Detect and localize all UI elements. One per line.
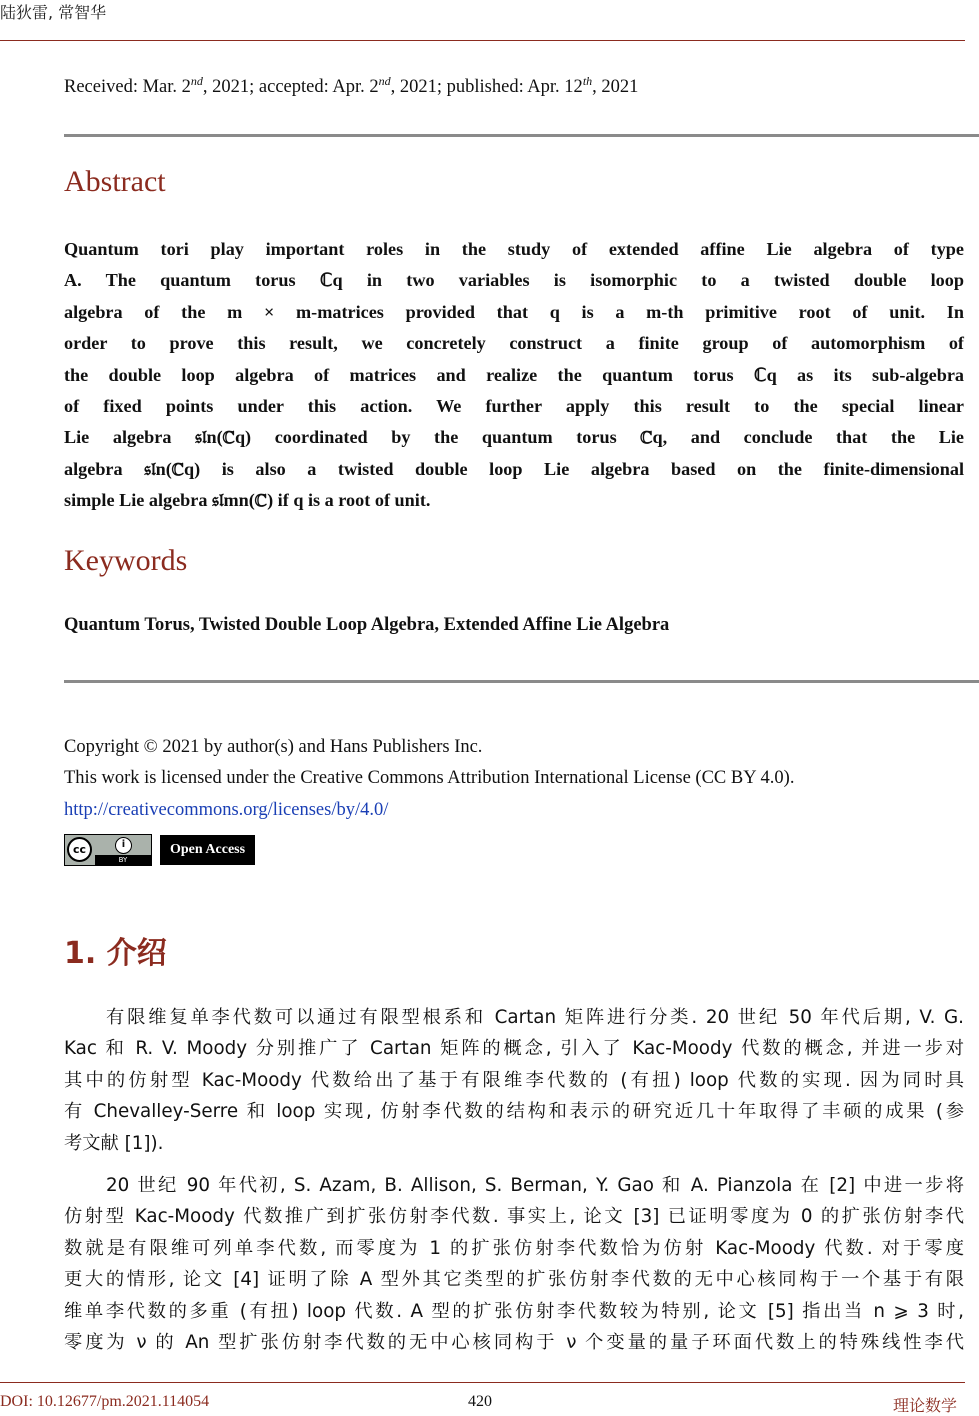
ordinal-suffix: nd bbox=[378, 74, 391, 88]
abstract-line: simple Lie algebra 𝔰𝔩mn(ℂ) if q is a root of unit. bbox=[64, 490, 431, 511]
footer-doi: DOI: 10.12677/pm.2021.114054 bbox=[0, 1393, 210, 1410]
page-number: 420 bbox=[468, 1393, 492, 1410]
section-divider-top bbox=[64, 134, 979, 137]
paragraph-line: 维单李代数的多重 (有扭) loop 代数. A 型的扩张仿射李代数较为特别, 论文 [5] 指出当 n ⩾ 3 时, bbox=[64, 1300, 964, 1322]
received-dates bbox=[64, 74, 638, 98]
cc-icon: cc bbox=[67, 837, 92, 862]
footer-journal: 理论数学 bbox=[893, 1398, 958, 1415]
ordinal-suffix: nd bbox=[190, 74, 203, 88]
section-divider-bottom bbox=[64, 680, 979, 683]
header-divider bbox=[0, 40, 965, 41]
paragraph-line: 考文献 [1]). bbox=[64, 1132, 164, 1154]
paragraph-line: 有 Chevalley-Serre 和 loop 实现, 仿射李代数的结构和表示的研究近几十年取得了丰硕的成果 (参 bbox=[64, 1101, 964, 1123]
keywords-list: Quantum Torus, Twisted Double Loop Algebra, Extended Affine Lie Algebra bbox=[64, 615, 670, 635]
published-text: , 2021; published: Apr. 12 bbox=[390, 77, 583, 98]
paragraph-line: 有限维复单李代数可以通过有限型根系和 Cartan 矩阵进行分类. 20 世纪 50 年代后期, V. G. bbox=[106, 1007, 964, 1028]
paragraph-line: 其中的仿射型 Kac-Moody 代数给出了基于有限维李代数的 (有扭) loop 代数的实现. 因为同时具 bbox=[64, 1069, 964, 1091]
abstract-line: A. The quantum torus ℂq in two variables is isomorphic to a twisted double loop bbox=[64, 270, 964, 291]
keywords-heading: Keywords bbox=[64, 544, 188, 577]
intro-paragraph-2 bbox=[64, 1170, 964, 1358]
abstract-line: Quantum tori play important roles in the study of extended affine Lie algebra of type bbox=[64, 239, 964, 259]
attribution-person-icon: i bbox=[115, 837, 132, 854]
license-line: This work is licensed under the Creative Commons Attribution International License (CC BY 4.0). bbox=[64, 768, 795, 788]
abstract-heading: Abstract bbox=[64, 165, 166, 198]
abstract-line: algebra 𝔰𝔩n(ℂq) is also a twisted double loop Lie algebra based on the finite-dimensional bbox=[64, 458, 964, 479]
year-text: , 2021 bbox=[592, 77, 639, 98]
abstract-body bbox=[64, 234, 964, 517]
abstract-line: order to prove this result, we concretely construct a finite group of automorphism of bbox=[64, 333, 964, 354]
abstract-line: Lie algebra 𝔰𝔩n(ℂq) coordinated by the quantum torus ℂq, and conclude that the Lie bbox=[64, 427, 964, 448]
intro-paragraph-1 bbox=[64, 1002, 964, 1159]
paragraph-line: 数就是有限维可列单李代数, 而零度为 1 的扩张仿射李代数恰为仿射 Kac-Moody 代数. 对于零度 bbox=[64, 1237, 964, 1259]
received-text: Received: Mar. 2 bbox=[64, 77, 191, 98]
paragraph-line: 零度为 ν 的 An 型扩张仿射李代数的无中心核同构于 ν 个变量的量子环面代数上的特殊线性李代 bbox=[64, 1332, 964, 1354]
ordinal-suffix: th bbox=[582, 74, 593, 88]
accepted-text: , 2021; accepted: Apr. 2 bbox=[202, 77, 379, 98]
intro-heading: 1. 介绍 bbox=[64, 936, 167, 971]
copyright-line: Copyright © 2021 by author(s) and Hans Publishers Inc. bbox=[64, 737, 483, 757]
cc-by-badge[interactable] bbox=[64, 834, 152, 866]
open-access-badge: Open Access bbox=[160, 835, 255, 865]
by-label: BY bbox=[95, 855, 151, 865]
abstract-line: algebra of the m × m-matrices provided that q is a m-th primitive root of unit. In bbox=[64, 301, 964, 322]
paragraph-line: 20 世纪 90 年代初, S. Azam, B. Allison, S. Berman, Y. Gao 和 A. Pianzola 在 [2] 中进一步将 bbox=[106, 1175, 964, 1196]
abstract-line: the double loop algebra of matrices and realize the quantum torus ℂq as its sub-algebra bbox=[64, 364, 964, 385]
running-header-authors: 陆狄雷, 常智华 bbox=[0, 3, 107, 22]
abstract-line: of fixed points under this action. We further apply this result to the special linear bbox=[64, 396, 964, 417]
license-link[interactable]: http://creativecommons.org/licenses/by/4.0/ bbox=[64, 800, 389, 820]
paragraph-line: Kac 和 R. V. Moody 分别推广了 Cartan 矩阵的概念, 引入了 Kac-Moody 代数的概念, 并进一步对 bbox=[64, 1038, 964, 1060]
paragraph-line: 更大的情形, 论文 [4] 证明了除 A 型外其它类型的扩张仿射李代数的无中心核同构于一个基于有限 bbox=[64, 1269, 964, 1291]
footer-divider bbox=[0, 1382, 965, 1383]
paragraph-line: 仿射型 Kac-Moody 代数推广到扩张仿射李代数. 事实上, 论文 [3] 已证明零度为 0 的扩张仿射李代 bbox=[64, 1206, 964, 1228]
